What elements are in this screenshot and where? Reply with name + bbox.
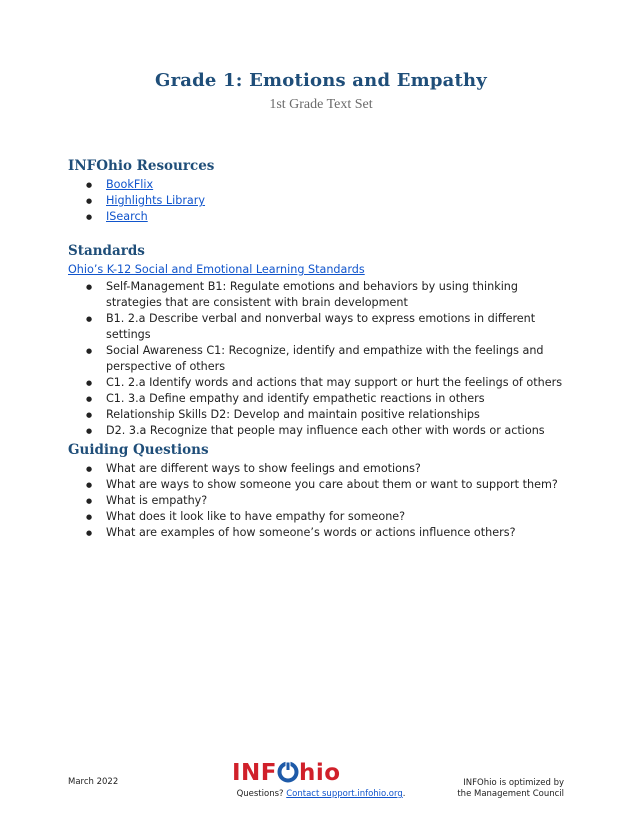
highlights-library-link[interactable]: Highlights Library — [106, 194, 206, 207]
list-item — [68, 209, 568, 225]
logo-text-left: INF — [232, 760, 278, 786]
resources-heading-text: INFOhio Resources — [68, 158, 215, 174]
bookflix-link[interactable]: BookFlix — [106, 178, 154, 191]
list-item: ● What are examples of how someone’s words or actions influence others? — [68, 525, 568, 541]
list-item: ● Social Awareness C1: Recognize, identify and empathize with the feelings and perspective of others — [68, 343, 568, 375]
list-item: ● What are different ways to show feelings and emotions? — [68, 461, 568, 477]
isearch-link[interactable]: ISearch — [106, 210, 148, 223]
list-item: ● What is empathy? — [68, 493, 568, 509]
contact-support-link[interactable]: Contact support.infohio.org — [286, 789, 403, 799]
guiding-questions-section — [68, 442, 568, 541]
logo-text-right: hio — [299, 760, 341, 786]
sel-standards-link[interactable]: Ohio’s K-12 Social and Emotional Learning Standards — [68, 263, 365, 276]
page-title: Grade 1: Emotions and Empathy — [155, 70, 487, 91]
list-item — [68, 193, 568, 209]
guiding-questions-heading: Guiding Questions — [68, 442, 209, 458]
infohio-logo — [232, 760, 354, 786]
standards-section — [68, 243, 568, 439]
power-o-icon — [277, 761, 299, 783]
resources-section — [68, 158, 568, 225]
contact-suffix: . — [402, 789, 406, 799]
list-item: ● What are ways to show someone you care about them or want to support them? — [68, 477, 568, 493]
list-item: ● Self-Management B1: Regulate emotions and behaviors by using thinking strategies that are consistent with brain development — [68, 279, 568, 311]
footer-date: March 2022 — [68, 777, 119, 787]
list-item — [68, 177, 568, 193]
footer-credit-line2: the Management Council — [457, 789, 564, 799]
standards-list — [68, 279, 568, 439]
resources-list — [68, 177, 568, 225]
list-item: ● D2. 3.a Recognize that people may influence each other with words or actions — [68, 423, 568, 439]
guiding-questions-list — [68, 461, 568, 541]
footer-credit — [457, 778, 564, 800]
list-item: ● C1. 3.a Define empathy and identify empathetic reactions in others — [68, 391, 568, 407]
page-subtitle: 1st Grade Text Set — [269, 97, 373, 112]
contact-prefix: Questions? — [236, 789, 287, 799]
list-item: ● B1. 2.a Describe verbal and nonverbal ways to express emotions in different settings — [68, 311, 568, 343]
list-item: ● C1. 2.a Identify words and actions that may support or hurt the feelings of others — [68, 375, 568, 391]
list-item: ● Relationship Skills D2: Develop and maintain positive relationships — [68, 407, 568, 423]
footer-credit-line1: INFOhio is optimized by — [463, 778, 564, 788]
resources-heading — [68, 158, 568, 174]
standards-heading: Standards — [68, 243, 145, 259]
list-item: ● What does it look like to have empathy for someone? — [68, 509, 568, 525]
